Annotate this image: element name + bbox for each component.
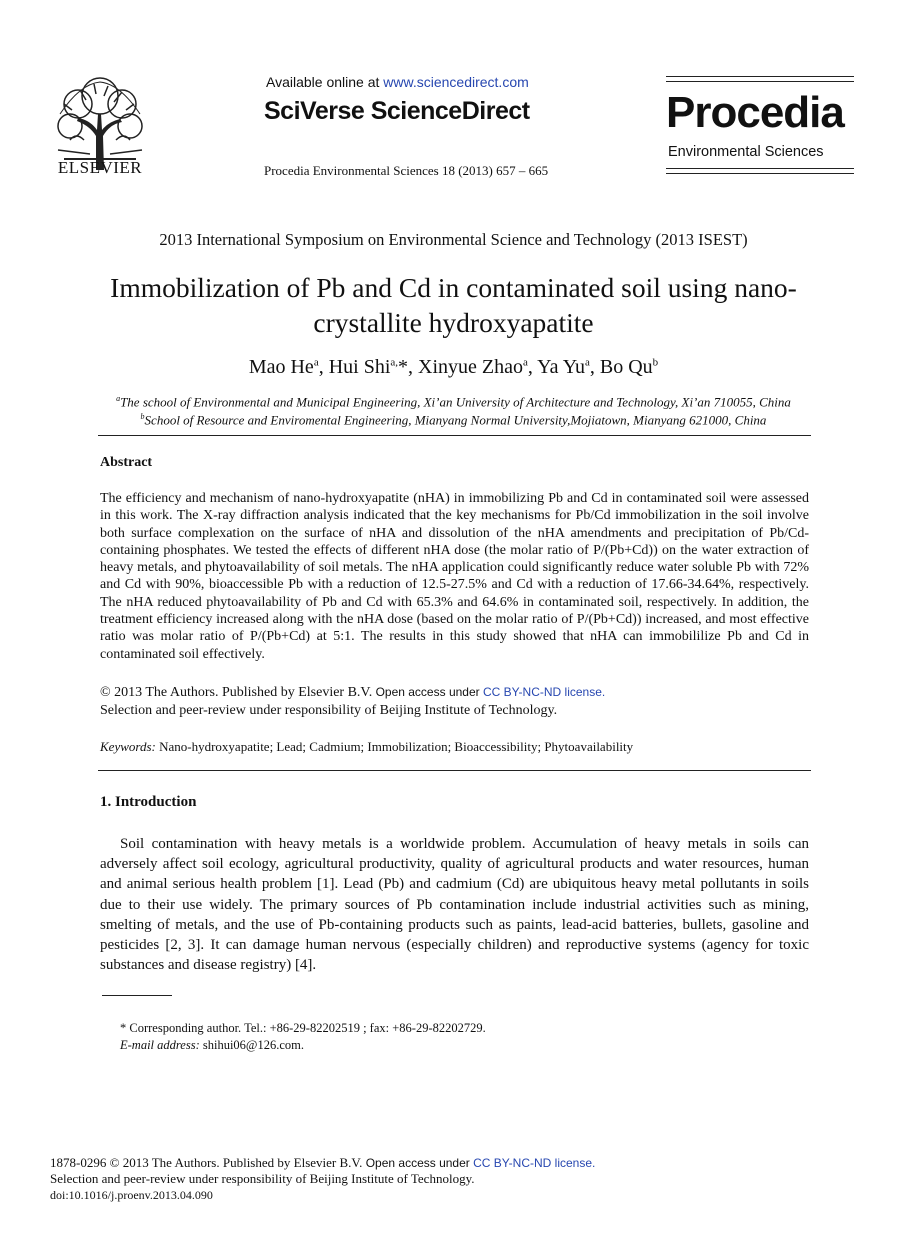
section-heading: 1. Introduction <box>100 794 197 810</box>
available-online <box>266 74 529 90</box>
page-footer <box>50 1155 595 1203</box>
abstract-heading: Abstract <box>100 455 153 470</box>
journal-name: Procedia <box>666 88 844 137</box>
affiliation <box>0 412 907 428</box>
author-name: Mao He <box>248 356 314 378</box>
author-affil-mark: a <box>313 356 319 369</box>
author-name: Bo Qu <box>599 356 653 378</box>
copyright-text: © 2013 The Authors. Published by Elsevier B.V. <box>100 685 373 700</box>
email-address: shihui06@126.com. <box>199 1037 304 1052</box>
symposium-name: 2013 International Symposium on Environmental Science and Technology (2013 ISEST) <box>159 230 748 249</box>
sciencedirect-link[interactable]: www.sciencedirect.com <box>383 74 529 90</box>
divider <box>98 770 811 771</box>
keywords-list: Nano-hydroxyapatite; Lead; Cadmium; Immobilization; Bioaccessibility; Phytoavailability <box>155 739 634 754</box>
corresponding-mark: * <box>398 356 409 378</box>
introduction-text: Soil contamination with heavy metals is a worldwide problem. Accumulation of heavy metals in soils can adversely affect soil ecology, agricultural productivity, quality of agricultural products and water resources, human and animal serious health problem [1]. Lead (Pb) and cadmium (Cd) are ubiquitous heavy metal pollutants in soils due to their use widely. The primary sources of Pb contamination include industrial activities such as mining, smelting of metals, and the use of Pb-containing products such as paints, lead-acid batteries, bullets, gasoline and pesticides [2, 3]. It can damage human nervous (especially children) and reproductive systems (agency for toxic substances and disease registry) [4]. <box>100 836 809 974</box>
author-affil-mark: b <box>652 356 659 369</box>
author-affil-mark: a, <box>390 356 399 369</box>
license-link[interactable]: CC BY-NC-ND license. <box>473 1156 596 1170</box>
doi[interactable]: doi:10.1016/j.proenv.2013.04.090 <box>50 1188 213 1202</box>
divider <box>98 435 811 436</box>
available-prefix: Available online at <box>266 74 384 90</box>
author-name: Ya Yu <box>537 356 585 378</box>
journal-reference: Procedia Environmental Sciences 18 (2013) 657 – 665 <box>264 163 549 178</box>
author-name: Xinyue Zhao <box>418 356 524 378</box>
abstract-text: The efficiency and mechanism of nano-hydroxyapatite (nHA) in immobilizing Pb and Cd in contaminated soil were assessed in this work. The X-ray diffraction analysis indicated that the key mechanisms for Pb/Cd immobilization in the soil involve both surface complexation on the surface of nHA and dissolution of the nHA amendments and precipitation of Pb/Cd-containing phosphates. We tested the effects of different nHA dose (the molar ratio of P/(Pb+Cd)) on the water extraction of heavy metals, and phytoavailability of soil metals. The nHA application could significantly reduce water soluble Pb with 72% and Cd with 90%, bioaccessible Pb with a reduction of 12.5-27.5% and Cd with a reduction of 17.66-34.64%, respectively. The nHA reduced phytoavailability of Pb and Cd with 65.3% and 64.6% in contaminated soil, respectively. In addition, the treatment efficiency increased along with the nHA dose (based on the molar ratio of P/(Pb+Cd)) increased, and most effective ratio was molar ratio of P/(Pb+Cd) at 5:1. The results in this study showed that nHA can immobililize Pb and Cd in contaminated soil effectively. <box>100 491 809 662</box>
keywords <box>100 739 633 755</box>
email-label: E-mail address: <box>120 1037 200 1052</box>
affiliation-text: School of Resource and Enviromental Engineering, Mianyang Normal University,Mojiatown, Mianyang 621000, China <box>144 412 767 428</box>
author-list: Mao He$^a$, Hui Shi$^{a,}$*, Xinyue Zhao$^a$, Ya Yu$^a$, Bo Qu$^b$ <box>248 356 659 378</box>
author-affil-mark: a <box>523 356 528 369</box>
issn-copyright: 1878-0296 © 2013 The Authors. Published by Elsevier B.V. <box>50 1155 363 1170</box>
affiliation-text: The school of Environmental and Municipal Engineering, Xi’an University of Architecture and Technology, Xi’an 710055, China <box>120 394 791 410</box>
open-access-text: Open access under <box>362 1156 474 1170</box>
peer-review-text: Selection and peer-review under responsibility of Beijing Institute of Technology. <box>50 1171 475 1186</box>
footnote-divider <box>102 995 172 996</box>
author-affil-mark: a <box>584 356 590 369</box>
journal-logo <box>666 76 854 174</box>
paper-title: Immobilization of Pb and Cd in contaminated soil using nano-crystallite hydroxyapatite <box>110 272 797 338</box>
journal-subtitle: Environmental Sciences <box>668 144 824 160</box>
open-access-text: Open access under <box>372 685 483 699</box>
license-link[interactable]: CC BY-NC-ND license. <box>482 685 606 699</box>
keywords-label: Keywords: <box>100 739 156 754</box>
affiliation-mark: a <box>116 394 121 403</box>
footnote <box>120 1020 486 1053</box>
corresponding-author: * Corresponding author. Tel.: +86-29-82202519 ; fax: +86-29-82202729. <box>120 1021 486 1035</box>
peer-review-text: Selection and peer-review under responsibility of Beijing Institute of Technology. <box>100 703 558 718</box>
platform-name: SciVerse ScienceDirect <box>264 97 530 125</box>
author-name: Hui Shi <box>328 356 391 378</box>
copyright-block <box>100 683 605 720</box>
affiliation <box>0 394 907 410</box>
affiliation-mark: b <box>140 412 145 421</box>
publisher-name: ELSEVIER <box>57 158 143 177</box>
